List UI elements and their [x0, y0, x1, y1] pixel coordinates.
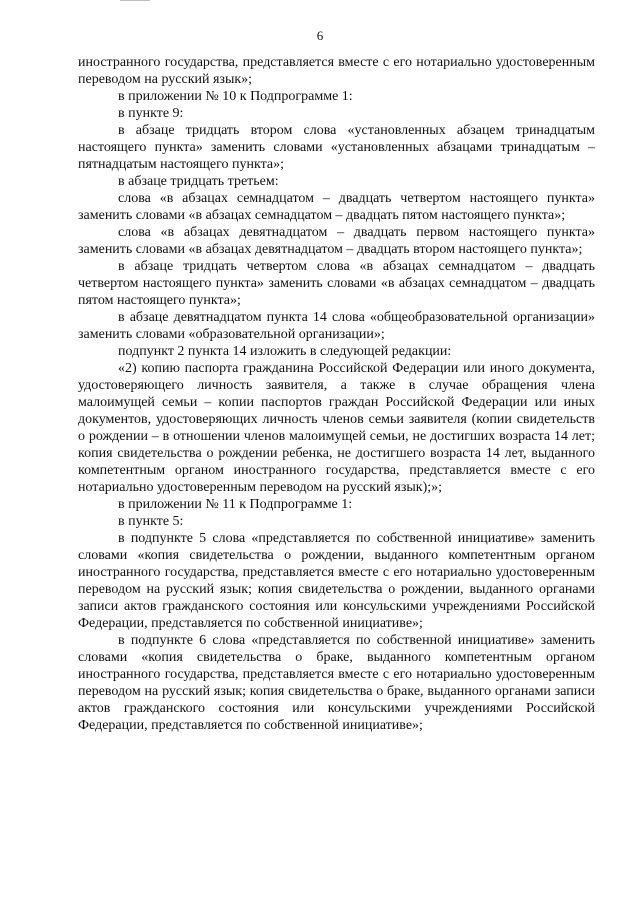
paragraph: в пункте 9: [118, 106, 184, 121]
paragraph: слова «в абзацах семнадцатом – двадцать четвертом настоящего пункта» заменить словами «в абзацах семнадцатом – двадцать пятом настоящего пункта»; [78, 191, 595, 223]
scan-mark [120, 0, 150, 1]
paragraph: иностранного государства, представляется вместе с его нотариально удостоверенным переводом на русский язык»; [78, 55, 595, 87]
document-body [78, 54, 595, 734]
paragraph: подпункт 2 пункта 14 изложить в следующей редакции: [118, 344, 452, 359]
paragraph: слова «в абзацах девятнадцатом – двадцать первом настоящего пункта» заменить словами «в абзацах девятнадцатом – двадцать втором настоящего пункта»; [78, 225, 595, 257]
paragraph: в приложении № 10 к Подпрограмме 1: [118, 89, 353, 104]
page-number: 6 [316, 28, 324, 43]
paragraph: в подпункте 5 слова «представляется по собственной инициативе» заменить словами «копия свидетельства о рождении, выданного компетентным органом иностранного государства, представляется вместе с его нотариально удостоверенным переводом на русский язык; копия свидетельства о рождении, выданного органами записи актов гражданского состояния или консульскими учреждениями Российской Федерации, представляется по собственной инициативе»; [78, 531, 595, 631]
paragraph: в абзаце тридцать втором слова «установленных абзацем тринадцатым настоящего пункта» заменить словами «установленных абзацами тринадцатым – пятнадцатым настоящего пункта»; [78, 123, 595, 172]
paragraph: в абзаце девятнадцатом пункта 14 слова «общеобразовательной организации» заменить словами «образовательной организации»; [78, 310, 595, 342]
paragraph: в подпункте 6 слова «представляется по собственной инициативе» заменить словами «копия свидетельства о браке, выданного компетентным органом иностранного государства, представляется вместе с его нотариально удостоверенным переводом на русский язык; копия свидетельства о браке, выданного органами записи актов гражданского состояния или консульскими учреждениями Российской Федерации, представляется по собственной инициативе»; [78, 633, 595, 733]
paragraph: в абзаце тридцать четвертом слова «в абзацах семнадцатом – двадцать четвертом настоящего пункта» заменить словами «в абзацах семнадцатом – двадцать пятом настоящего пункта»; [78, 259, 595, 308]
paragraph: в приложении № 11 к Подпрограмме 1: [118, 497, 353, 512]
paragraph: «2) копию паспорта гражданина Российской Федерации или иного документа, удостоверяющего личность заявителя, а также в случае обращения члена малоимущей семьи – копии паспортов граждан Российской Федерации или иных документов, удостоверяющих личность членов семьи заявителя (копии свидетельств о рождении – в отношении членов малоимущей семьи, не достигших возраста 14 лет; копия свидетельства о рождении ребенка, не достигшего возраста 14 лет, выданного компетентным органом иностранного государства, представляется вместе с его нотариально удостоверенным переводом на русский язык);»; [78, 361, 595, 495]
paragraph: в абзаце тридцать третьем: [118, 174, 279, 189]
paragraph: в пункте 5: [118, 514, 184, 529]
